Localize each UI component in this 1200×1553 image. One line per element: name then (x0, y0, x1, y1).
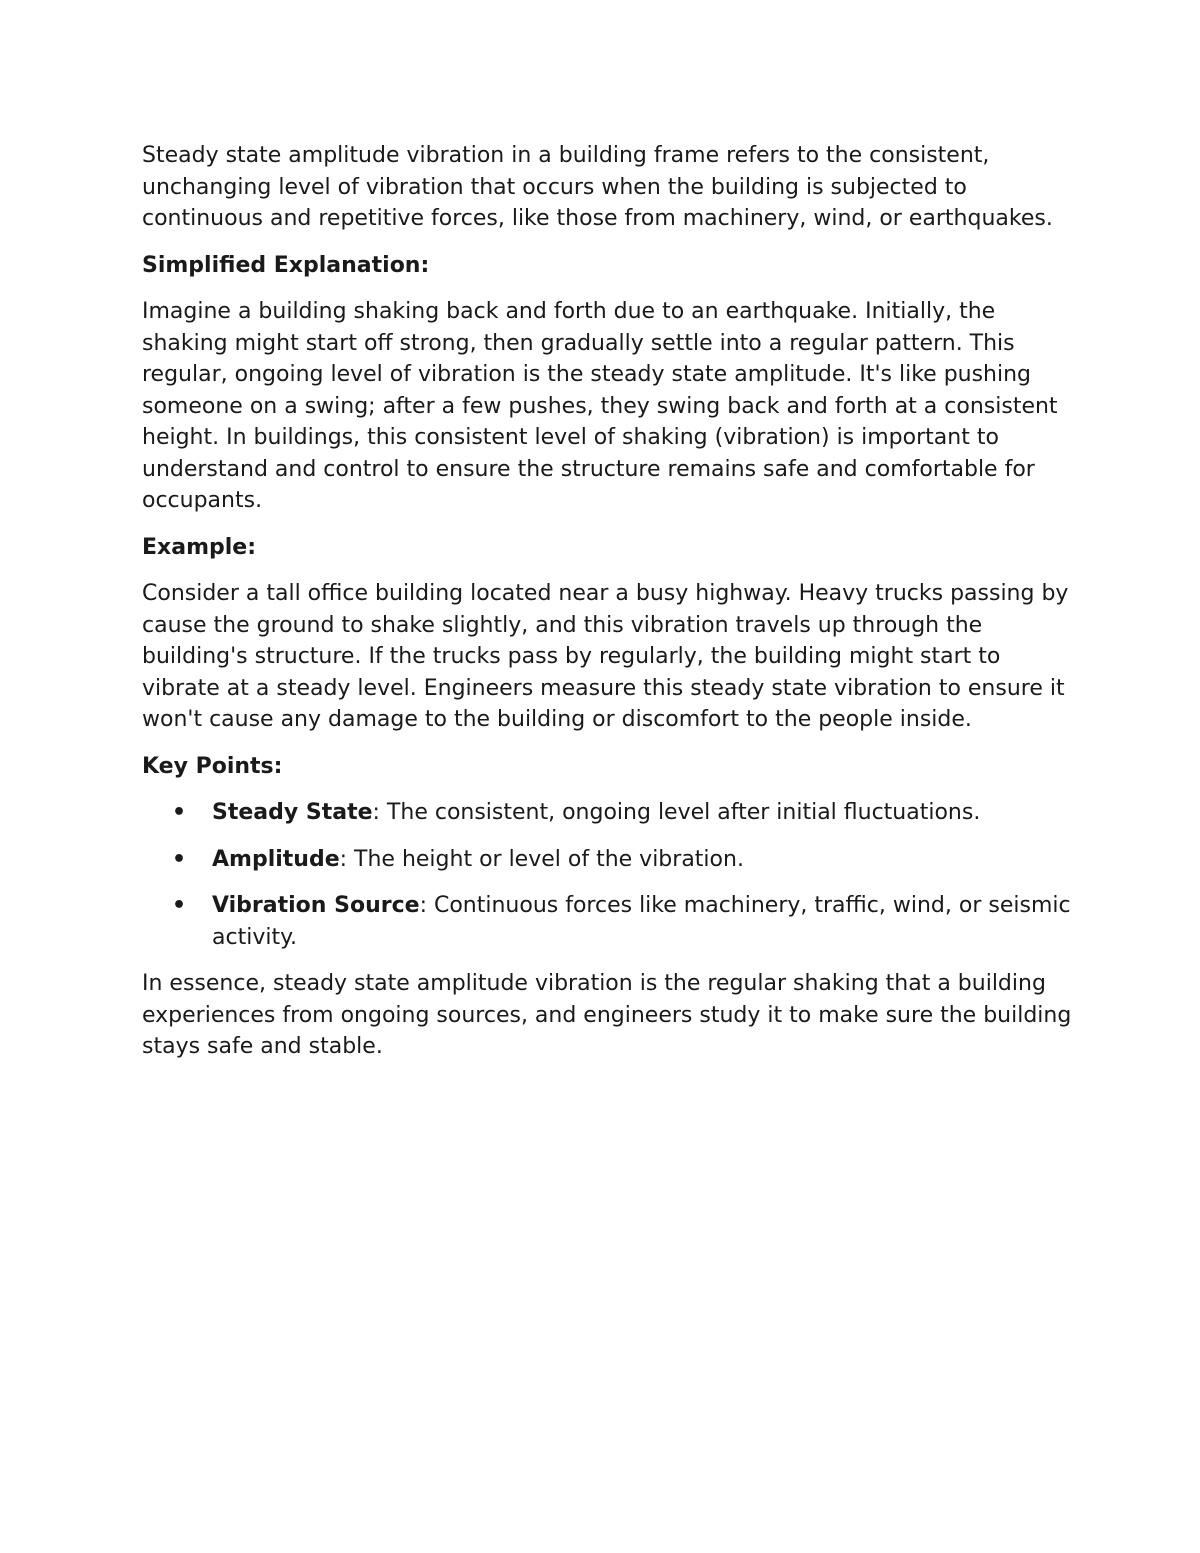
list-item (142, 844, 1072, 876)
intro-paragraph: Steady state amplitude vibration in a building frame refers to the consistent, unchanging level of vibration that occurs when the building is subjected to continuous and repetitive forces, like those from machinery, wind, or earthquakes. (142, 143, 1053, 231)
bullet-icon: • (172, 846, 187, 872)
conclusion-paragraph: In essence, steady state amplitude vibration is the regular shaking that a building experiences from ongoing sources, and engineers study it to make sure the building stays safe and stable. (142, 971, 1072, 1059)
bullet-icon: • (172, 893, 187, 918)
bullet-icon: • (172, 800, 187, 825)
list-item (142, 890, 1072, 953)
key-points-list (142, 797, 1072, 953)
simplified-explanation-heading: Simplified Explanation: (142, 252, 430, 278)
example-paragraph: Consider a tall office building located near a busy highway. Heavy trucks passing by cause the ground to shake slightly, and this vibration travels up through the building's structure. If the trucks pass by regularly, the building might start to vibrate at a steady level. Engineers measure this steady state vibration to ensure it won't cause any damage to the building or discomfort to the people inside. (142, 581, 1069, 732)
key-point-description: : The height or level of the vibration. (339, 846, 744, 872)
key-point-term: Vibration Source (212, 893, 420, 918)
key-point-description: : The consistent, ongoing level after initial fluctuations. (372, 800, 981, 825)
example-heading: Example: (142, 534, 256, 560)
simplified-explanation-paragraph: Imagine a building shaking back and forth due to an earthquake. Initially, the shaking might start off strong, then gradually settle into a regular pattern. This regular, ongoing level of vibration is the steady state amplitude. It's like pushing someone on a swing; after a few pushes, they swing back and forth at a consistent height. In buildings, this consistent level of shaking (vibration) is important to understand and control to ensure the structure remains safe and comfortable for occupants. (142, 299, 1058, 513)
key-point-description: : Continuous forces like machinery, traffic, wind, or seismic activity. (212, 893, 1071, 950)
key-point-term: Amplitude (212, 846, 340, 872)
document-page (142, 140, 1072, 1078)
key-points-heading: Key Points: (142, 753, 283, 779)
key-point-term: Steady State (212, 800, 373, 825)
list-item (142, 797, 1072, 829)
